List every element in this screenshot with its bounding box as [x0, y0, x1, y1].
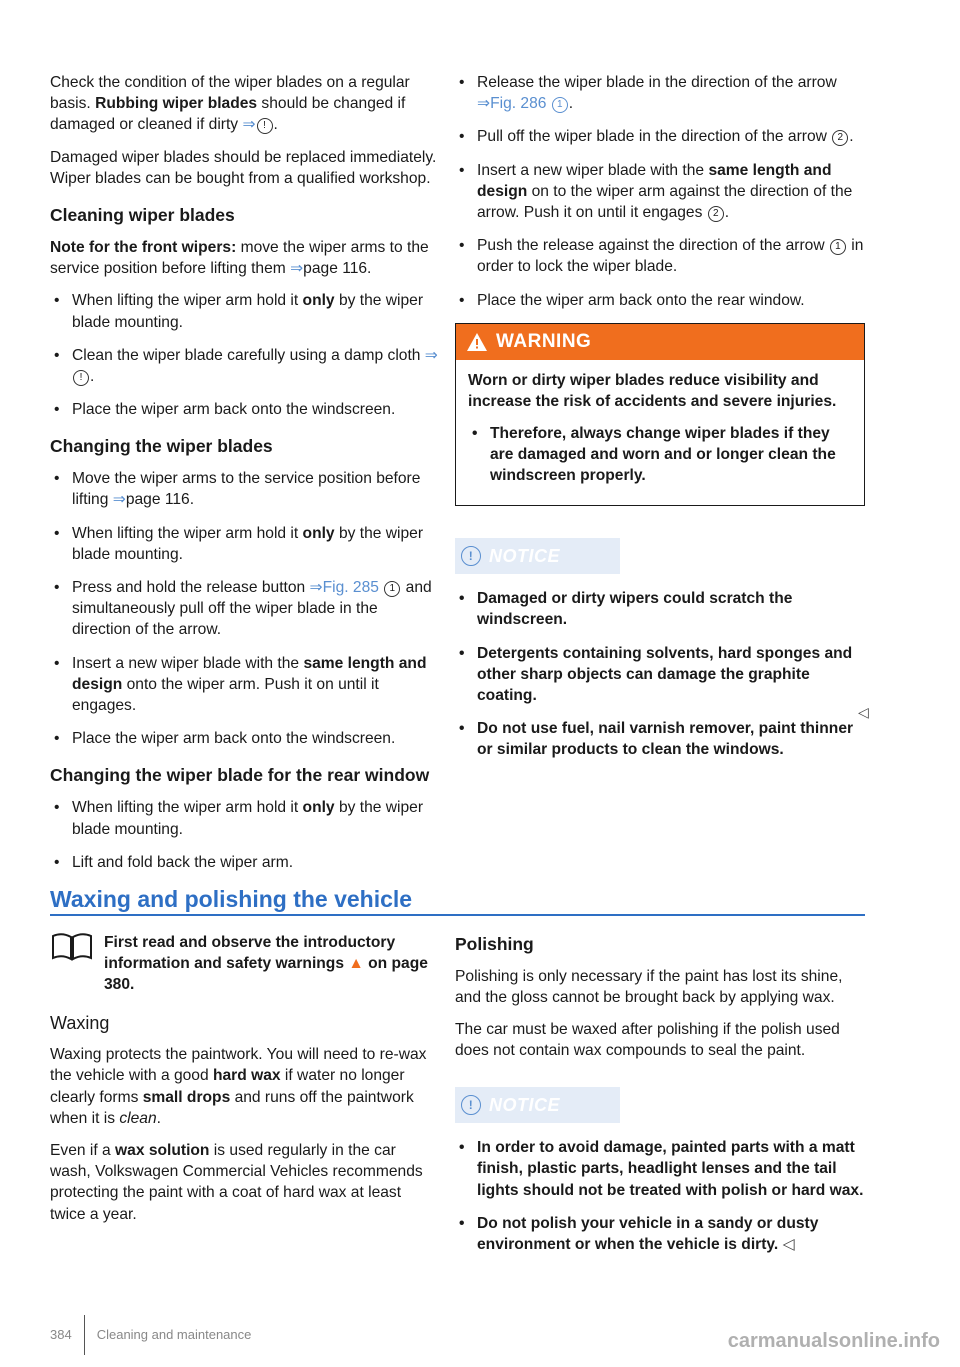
list-item: • Press and hold the release button ⇒Fig. 285 1 and simultaneously pull off the wiper blade in the direction of the arrow. [50, 577, 440, 641]
cleaning-heading: Cleaning wiper blades [50, 205, 235, 226]
page-footer [50, 1315, 251, 1355]
list-item: • Lift and fold back the wiper arm. [50, 852, 440, 873]
section-divider [50, 914, 865, 916]
warning-header [456, 324, 864, 360]
notice-ref-icon: ! [73, 370, 89, 386]
figure-link[interactable]: ⇒Fig. 285 [309, 579, 379, 596]
list-item: • Detergents containing solvents, hard sponges and other sharp objects can damage the graphite coating. [455, 643, 865, 707]
notice-label: NOTICE [489, 1094, 561, 1115]
list-item: • Release the wiper blade in the direction of the arrow ⇒Fig. 286 1 . [455, 72, 865, 114]
figure-link[interactable]: ⇒Fig. 286 [477, 95, 547, 113]
polishing-wax-paragraph: The car must be waxed after polishing if the polish used does not contain wax compounds to seal the paint. [455, 1021, 840, 1060]
book-icon [50, 932, 94, 962]
list-item: • Insert a new wiper blade with the same length and design on to the wiper arm against the direction of the arrow. Push it on until it engages 2 . [455, 160, 865, 224]
list-item: • Insert a new wiper blade with the same length and design onto the wiper arm. Push it on until it engages. [50, 653, 440, 717]
callout-1-icon: 1 [552, 97, 568, 113]
rear-heading: Changing the wiper blade for the rear window [50, 765, 430, 786]
notice-body [455, 1137, 865, 1255]
front-wiper-note: Note for the front wipers: move the wiper arms to the service position before lifting them ⇒page 116. [50, 238, 429, 278]
left-column [50, 72, 440, 885]
right-column [455, 72, 865, 773]
changing-heading: Changing the wiper blades [50, 436, 273, 457]
watermark: carmanualsonline.info [727, 1329, 940, 1352]
notice-header [455, 1087, 620, 1123]
list-item: • Push the release against the direction of the arrow 1 in order to lock the wiper blade. [455, 235, 865, 277]
notice-ref-icon: ! [257, 118, 273, 134]
list-item: • Place the wiper arm back onto the windscreen. [50, 399, 440, 420]
notice-icon: ! [461, 1095, 481, 1115]
polishing-heading: Polishing [455, 934, 534, 954]
notice-body [455, 588, 865, 760]
list-item: • Move the wiper arms to the service position before lifting ⇒page 116. [50, 468, 440, 510]
warning-text: Worn or dirty wiper blades reduce visibility and increase the risk of accidents and severe injuries. [468, 371, 837, 410]
list-item: • Place the wiper arm back onto the windscreen. [50, 728, 440, 749]
page-number: 384 [50, 1327, 72, 1343]
list-item: • When lifting the wiper arm hold it only by the wiper blade mounting. [50, 797, 440, 839]
callout-1-icon: 1 [384, 581, 400, 597]
callout-1-icon: 1 [830, 239, 846, 255]
warning-body [456, 360, 864, 505]
callout-2-icon: 2 [832, 130, 848, 146]
waxing-column [50, 932, 440, 1236]
warning-triangle-icon: ▲ [348, 955, 364, 973]
warning-triangle-icon [466, 332, 488, 352]
section-end-icon: ◁ [858, 704, 869, 720]
notice-header [455, 538, 620, 574]
list-item: • Damaged or dirty wipers could scratch the windscreen. [455, 588, 865, 630]
list-item: • Do not use fuel, nail varnish remover, paint thinner or similar products to clean the windows. [455, 718, 865, 760]
section-end-icon: ◁ [782, 1235, 795, 1253]
waxing-paragraph: Waxing protects the paintwork. You will need to re-wax the vehicle with a good hard wax if water no longer clearly forms small drops and runs off the paintwork when it is clean. [50, 1046, 427, 1127]
replace-paragraph: Damaged wiper blades should be replaced immediately. Wiper blades can be bought from a qualified workshop. [50, 148, 437, 187]
waxing-heading: Waxing [50, 1012, 110, 1033]
notice-icon: ! [461, 546, 481, 566]
polishing-paragraph: Polishing is only necessary if the paint has lost its shine, and the gloss cannot be brought back by applying wax. [455, 967, 843, 1007]
list-item: • Pull off the wiper blade in the direction of the arrow 2 . [455, 126, 865, 147]
intro-paragraph: Check the condition of the wiper blades on a regular basis. Rubbing wiper blades should be changed if damaged or cleaned if dirty ⇒ ! . [50, 74, 410, 134]
callout-2-icon: 2 [708, 206, 724, 222]
footer-divider [84, 1315, 85, 1355]
list-item: • Clean the wiper blade carefully using a damp cloth ⇒! . [50, 345, 440, 387]
wax-solution-paragraph: Even if a wax solution is used regularly in the car wash, Volkswagen Commercial Vehicles recommends protecting the paint with a coat of hard wax at least twice a year. [50, 1141, 423, 1223]
warning-label: WARNING [496, 330, 592, 352]
list-item: • Place the wiper arm back onto the rear window. [455, 290, 865, 311]
notice-label: NOTICE [489, 545, 561, 566]
chapter-title: Cleaning and maintenance [96, 1327, 252, 1343]
warning-box [455, 323, 865, 506]
list-item: • Therefore, always change wiper blades if they are damaged and worn and or longer clean the windscreen properly. [468, 423, 852, 487]
section-title: Waxing and polishing the vehicle [50, 886, 413, 912]
list-item: • In order to avoid damage, painted parts with a matt finish, plastic parts, headlight lenses and the tail lights should not be treated with polish or hard wax. [455, 1137, 865, 1201]
introductory-note: First read and observe the introductory information and safety warnings ▲ on page 380. [50, 932, 440, 996]
polishing-column [455, 918, 865, 1267]
list-item: • When lifting the wiper arm hold it only by the wiper blade mounting. [50, 523, 440, 565]
list-item: • Do not polish your vehicle in a sandy or dusty environment or when the vehicle is dirty. ◁ [455, 1213, 865, 1255]
list-item: • When lifting the wiper arm hold it only by the wiper blade mounting. [50, 290, 440, 332]
